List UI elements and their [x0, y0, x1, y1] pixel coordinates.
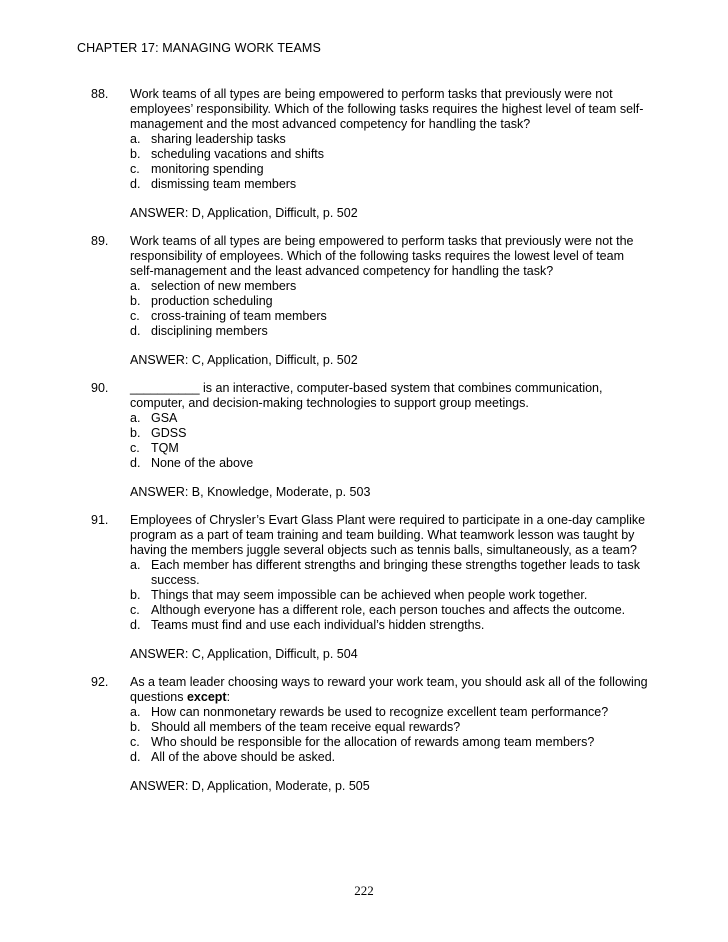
- option-item: [130, 426, 650, 441]
- option-item: [130, 456, 650, 471]
- option-letter: d.: [130, 750, 141, 764]
- question-number: 88.: [91, 87, 109, 101]
- option-letter: b.: [130, 147, 141, 161]
- question-number: 89.: [91, 234, 109, 248]
- question-item: [0, 381, 728, 500]
- option-text: scheduling vacations and shifts: [151, 147, 325, 161]
- option-text: None of the above: [151, 456, 254, 470]
- answer-line: ANSWER: C, Application, Difficult, p. 504: [130, 647, 358, 661]
- option-list: [130, 558, 650, 633]
- option-text: Things that may seem impossible can be achieved when people work together.: [151, 588, 588, 602]
- option-letter: c.: [130, 735, 140, 749]
- option-item: [130, 705, 650, 720]
- question-stem: Work teams of all types are being empowered to perform tasks that previously were not the responsibility of employees. Which of the following tasks requires the lowest level of team self-management and the least advanced competency for handling the task?: [130, 234, 634, 278]
- question-number: 91.: [91, 513, 109, 527]
- question-item: [0, 675, 728, 794]
- option-text: How can nonmonetary rewards be used to recognize excellent team performance?: [151, 705, 609, 719]
- option-text: production scheduling: [151, 294, 273, 308]
- option-text: Each member has different strengths and bringing these strengths together leads to task success.: [151, 558, 640, 587]
- question-body: [130, 513, 650, 662]
- option-item: [130, 147, 650, 162]
- question-item: [0, 87, 728, 221]
- option-letter: d.: [130, 618, 141, 632]
- option-text: Although everyone has a different role, each person touches and affects the outcome.: [151, 603, 626, 617]
- page-number: 222: [354, 883, 374, 898]
- option-text: TQM: [151, 441, 179, 455]
- option-item: [130, 132, 650, 147]
- question-body: [130, 87, 650, 221]
- option-item: [130, 324, 650, 339]
- question-body: [130, 381, 650, 500]
- option-item: [130, 618, 650, 633]
- option-letter: a.: [130, 132, 141, 146]
- option-letter: c.: [130, 603, 140, 617]
- option-letter: a.: [130, 411, 141, 425]
- chapter-title: CHAPTER 17: MANAGING WORK TEAMS: [77, 41, 321, 55]
- question-item: [0, 234, 728, 368]
- option-item: [130, 720, 650, 735]
- answer-line: ANSWER: D, Application, Difficult, p. 502: [130, 206, 358, 220]
- option-item: [130, 558, 650, 588]
- option-letter: c.: [130, 441, 140, 455]
- option-text: Teams must find and use each individual’s hidden strengths.: [151, 618, 485, 632]
- option-text: All of the above should be asked.: [151, 750, 336, 764]
- option-letter: a.: [130, 705, 141, 719]
- question-number: 90.: [91, 381, 109, 395]
- option-text: sharing leadership tasks: [151, 132, 286, 146]
- option-letter: b.: [130, 588, 141, 602]
- option-letter: d.: [130, 324, 141, 338]
- question-stem: Work teams of all types are being empowered to perform tasks that previously were not employees’ responsibility. Which of the following tasks requires the highest level of team self-management and the most advanced competency for handling the task?: [130, 87, 644, 131]
- option-letter: a.: [130, 279, 141, 293]
- question-item: [0, 513, 728, 662]
- question-body: [130, 675, 650, 794]
- option-item: [130, 279, 650, 294]
- option-letter: b.: [130, 426, 141, 440]
- stem-emphasis: except: [186, 690, 227, 704]
- option-text: Should all members of the team receive equal rewards?: [151, 720, 461, 734]
- option-list: [130, 132, 650, 192]
- option-letter: a.: [130, 558, 141, 572]
- option-item: [130, 294, 650, 309]
- stem-text-end: :: [226, 690, 231, 704]
- option-text: disciplining members: [151, 324, 268, 338]
- option-item: [130, 309, 650, 324]
- option-item: [130, 588, 650, 603]
- option-text: GSA: [151, 411, 178, 425]
- option-text: dismissing team members: [151, 177, 297, 191]
- option-list: [130, 279, 650, 339]
- question-stem: [130, 675, 650, 705]
- question-body: [130, 234, 650, 368]
- option-letter: c.: [130, 309, 140, 323]
- option-text: monitoring spending: [151, 162, 264, 176]
- answer-line: ANSWER: D, Application, Moderate, p. 505: [130, 779, 370, 793]
- option-list: [130, 411, 650, 471]
- answer-line: ANSWER: C, Application, Difficult, p. 502: [130, 353, 358, 367]
- option-text: Who should be responsible for the allocation of rewards among team members?: [151, 735, 595, 749]
- option-letter: b.: [130, 720, 141, 734]
- question-number: 92.: [91, 675, 109, 689]
- option-text: GDSS: [151, 426, 187, 440]
- option-letter: d.: [130, 177, 141, 191]
- option-list: [130, 705, 650, 765]
- option-letter: c.: [130, 162, 140, 176]
- option-item: [130, 603, 650, 618]
- option-text: selection of new members: [151, 279, 297, 293]
- option-item: [130, 162, 650, 177]
- stem-text: As a team leader choosing ways to reward your work team, you should ask all of the following questions: [130, 675, 648, 704]
- option-text: cross-training of team members: [151, 309, 327, 323]
- option-item: [130, 177, 650, 192]
- option-letter: b.: [130, 294, 141, 308]
- question-stem: __________ is an interactive, computer-based system that combines communication, computer, and decision-making technologies to support group meetings.: [130, 381, 603, 410]
- option-item: [130, 441, 650, 456]
- question-list: [0, 87, 728, 807]
- option-item: [130, 411, 650, 426]
- option-item: [130, 735, 650, 750]
- question-stem: Employees of Chrysler’s Evart Glass Plant were required to participate in a one-day camplike program as a part of team training and team building. What teamwork lesson was taught by having the members juggle several objects such as tennis balls, simultaneously, as a team?: [130, 513, 646, 557]
- option-letter: d.: [130, 456, 141, 470]
- answer-line: ANSWER: B, Knowledge, Moderate, p. 503: [130, 485, 371, 499]
- option-item: [130, 750, 650, 765]
